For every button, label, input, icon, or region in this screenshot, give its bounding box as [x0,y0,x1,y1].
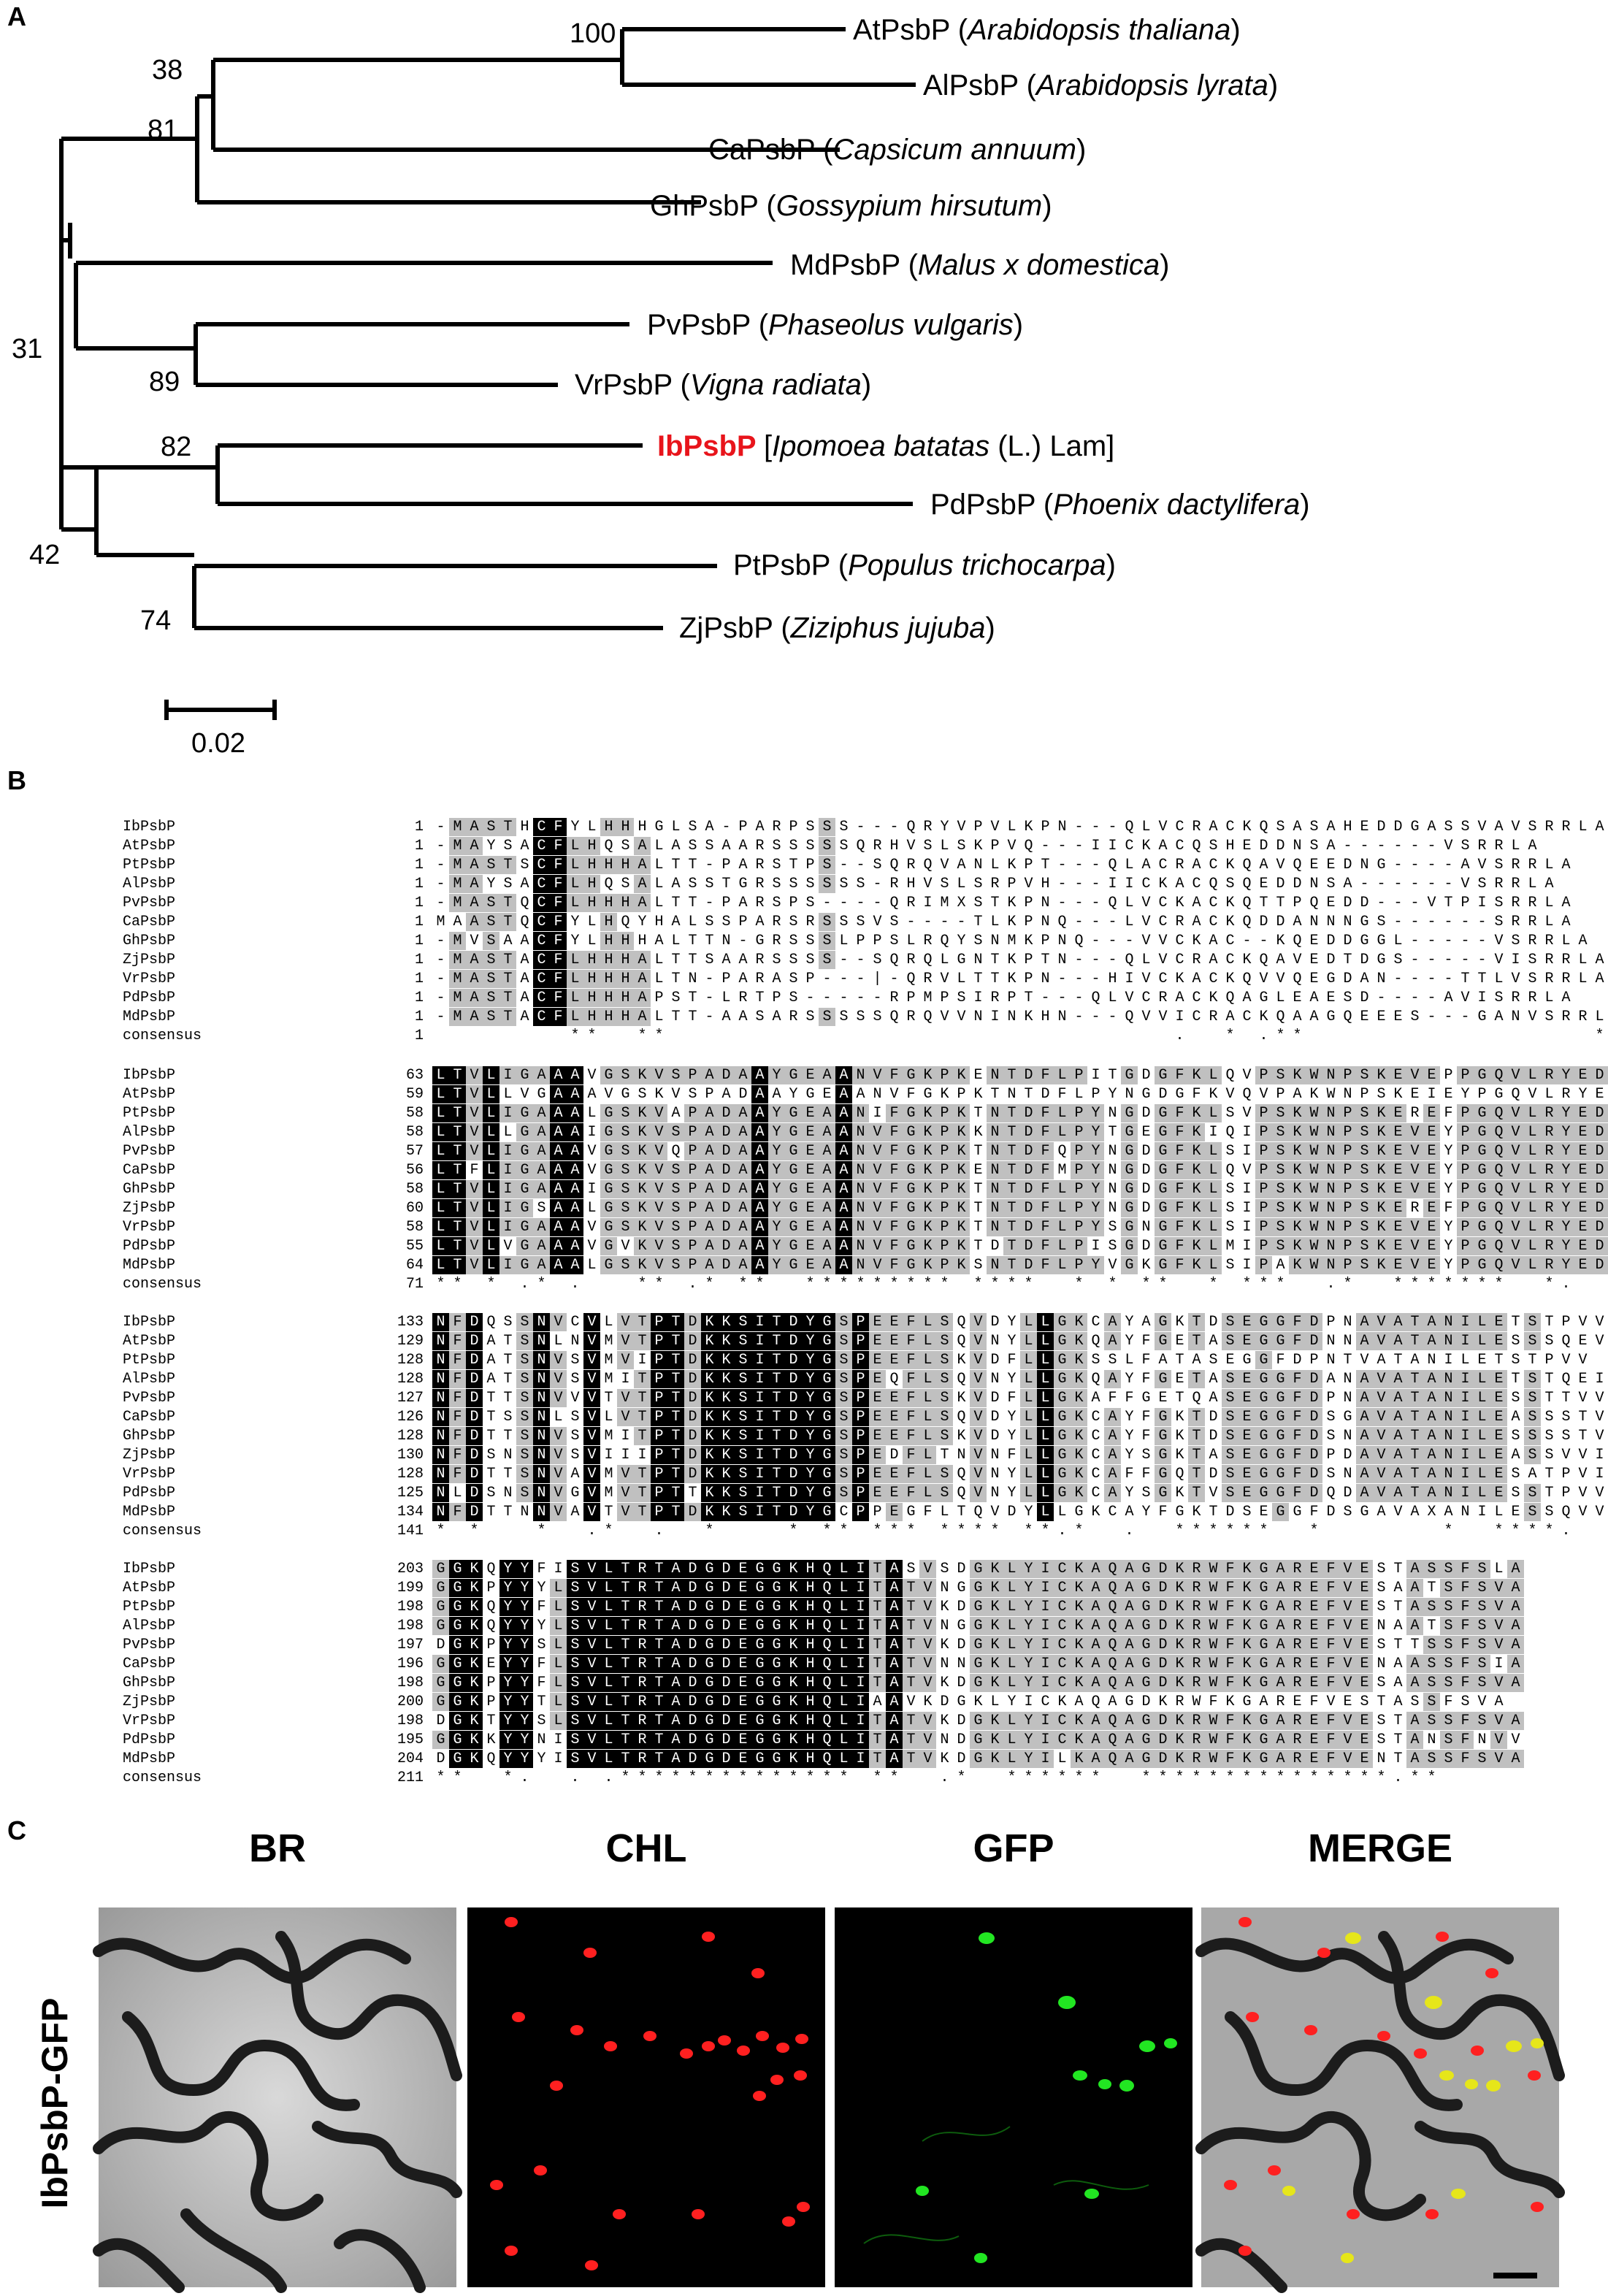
taxon-id: CaPsbP [708,134,824,166]
sequence-name: PdPsbP [123,1731,176,1748]
panel-b-label: B [7,765,26,795]
sequence-name: ZjPsbP [123,1694,176,1710]
sequence-start: 200 [397,1694,424,1710]
gfp-spot [916,2186,929,2196]
taxon-id: VrPsbP [575,369,681,401]
sequence-start: 1 [414,990,424,1006]
taxa-labels [575,14,1310,644]
sequence-residues: N F D T T S N V V V T V T P T D K K S I T D Y G S P E E F L S K V D F L L G K A F F G E T Q A S E G G F D P N A V A T A N I L E S S T T V V [432,1389,1608,1407]
sequence-residues: L T V L L G A A A I G S K V S P A D A A Y G E A A N V F G K P K K N T D F L P Y T G E G F K I Q I P S K W N P S K E V E Y P G Q V L R Y E D [432,1123,1608,1141]
taxon-species: Capsicum annuum [832,134,1076,166]
taxon-species: Malus x domestica [917,249,1160,281]
sequence-residues: L T V L I G A A A V G S K V Q P A D A A Y G E A A N V F G K P K T N T D F Q P Y N G D G F K L S I P S K W N P S K E V E Y P G Q V L R Y E D [432,1142,1608,1160]
taxon-species: Ipomoea batatas [772,430,990,462]
scale-bar [1493,2273,1537,2278]
bootstrap-value: 74 [140,605,172,636]
column-label-merge: MERGE [1307,1826,1453,1870]
sequence-residues: L T V L I G A A A V G S K V S P A D A A Y G E A A N V F G K P K E N T D F L P I T G D G F K L Q V P S K W N P S K E V E P P G Q V L R Y E D [432,1066,1608,1084]
merge-red-spot [1436,1932,1449,1942]
sequence-start: 197 [397,1637,424,1653]
sequence-residues: L T V L I G A A A L G S K V S P A D A A Y G E A A N V F G K P K S N T D F L P Y V G K G F K L S I P A K W N P S K E V E Y P G Q V L R Y E D [432,1256,1608,1274]
merge-red-spot [1238,2246,1252,2256]
sequence-residues: * * * . . . * * * * * * * * * * * * * * * * . * * * * * * * * * * * * * * * * * * * * * * . * * [436,1769,1436,1786]
chloroplast-spot [692,2209,705,2219]
chloroplast-spot [613,2209,626,2219]
sequence-start: 1 [414,838,424,854]
sequence-start: 57 [405,1143,424,1160]
chloroplast-spot [718,2035,731,2046]
merge-red-spot [1304,2025,1317,2035]
sequence-name: consensus [123,1523,202,1539]
sequence-name: PtPsbP [123,1352,176,1369]
sequence-residues: - M A S T Q C F L H H H A L T T - P A R S P S - - - - Q R I M X S T K P N - - - Q L V C K A C K Q T T P Q E D D - - - V T P I S R R L A [436,895,1571,911]
gfp-image [835,1907,1192,2287]
sequence-start: 204 [397,1750,424,1767]
gfp-spot [1058,1996,1076,2009]
sequence-name: AtPsbP [123,1086,176,1103]
micrograph-merge [1201,1907,1559,2287]
bootstrap-value: 89 [149,367,180,397]
merge-overlap-spot [1451,2189,1466,2199]
sequence-residues: - M A Y S A C F L H Q S A L A S S T G R S S S S S S - R H V S L S R P V H - - - I I C K A C Q S Q E D D N S A - - - - - - V S R R L A [436,876,1554,892]
merge-red-spot [1485,1968,1498,1978]
chloroplast-spot [770,2075,784,2085]
sequence-start: 128 [397,1371,424,1388]
bootstrap-value: 82 [161,432,192,462]
taxon-species: Phoenix dactylifera [1053,489,1301,521]
sequence-residues: N F D S N S N V S V I I I P T D K K S I T D Y G S P E D F L T N V N F L L G K C A Y S G K T A S E G G F D P D A V A T A N I L E A S S V V I [432,1446,1608,1464]
sequence-name: GhPsbP [123,1428,176,1444]
taxon-label: ZjPsbP (Ziziphus jujuba) [679,612,995,644]
sequence-residues: G G K Q Y Y F I S V L T R T A D G D E G G K H Q L I T A S V S D G K L Y I C K A Q A G D K R W F K G A R E F V E S T A S S F S L A [432,1560,1524,1578]
merge-overlap-spot [1425,1996,1442,2009]
sequence-residues: L T V L I G A A A V G S K V S P A D A A Y G E A A N V F G K P K T N T D F L P Y S G N G F K L S I P S K W N P S K E V E Y P G Q V L R Y E D [432,1218,1608,1236]
chloroplast-spot [795,2034,808,2044]
taxon-label: IbPsbP [Ipomoea batatas (L.) Lam] [657,430,1115,462]
gfp-spot [1164,2038,1177,2048]
sequence-residues: G G K P Y Y F L S V L T R T A D G D E G G K H Q L I T A T V K D G K L Y I C K A Q A G D K R W F K G A R E F V E S A A S S F S V A [432,1674,1524,1692]
bootstrap-value: 42 [29,540,61,570]
sequence-residues: * * * . * . * * . * * * * * * * * * * * * * * * * * * * * * * * * . * * * * * * * * * . [436,1276,1571,1293]
sequence-name: MdPsbP [123,1257,176,1274]
sequence-name: PdPsbP [123,1485,176,1501]
taxon-label: CaPsbP (Capsicum annuum) [708,134,1087,166]
taxon-id: ZjPsbP [679,612,781,644]
chloroplast-spot [534,2165,547,2176]
sequence-residues: - M V S A A C F Y L H H H A L T T N - G R S S S L P P S L R Q Y S N M K P N Q - - - V V C K A C - - K Q E D D G G L - - - - - V S R R L A [436,933,1588,949]
sequence-start: 198 [397,1675,424,1691]
gfp-spot [1098,2079,1111,2089]
chl-image [467,1907,825,2287]
chloroplast-spot [782,2216,795,2227]
sequence-start: 63 [405,1067,424,1084]
sequence-name: CaPsbP [123,1656,176,1672]
phylogenetic-tree [0,0,1558,767]
sequence-start: 1 [414,933,424,949]
sequence-start: 1 [414,1009,424,1025]
taxon-species: Arabidopsis thaliana [968,14,1231,46]
chloroplast-spot [737,2046,750,2056]
chloroplast-spot [702,1932,715,1942]
sequence-start: 55 [405,1238,424,1255]
sequence-residues: N F D A T S N L N V M V T P T D K K S I T D Y G S P E E F L S Q V N Y L L G K Q A Y F G E T A S E G G F D N N A V A T A N I L E S S S Q E V [432,1332,1608,1350]
taxon-id: PtPsbP [733,549,838,581]
sequence-name: AtPsbP [123,1580,176,1596]
sequence-residues: - M A S T A C F L H H H A L T T S A A R S S S S - - S Q R Q L G N T K P T N - - - Q L V C R A C K Q A V E D T D G S - - - - - V I S R R L A [436,952,1604,968]
gfp-spot [1119,2080,1134,2092]
sequence-name: AtPsbP [123,838,176,854]
sequence-start: 58 [405,1124,424,1141]
chloroplast-spot [756,2031,769,2041]
merge-red-spot [1377,2031,1390,2041]
sequence-start: 1 [414,819,424,835]
sequence-residues: - M A Y S A C F L H Q S A L A S S A A R S S S S S Q R H V S L S K P V Q - - - I I C K A C Q S H E D D N S A - - - - - - V S R R L A [436,838,1537,854]
sequence-residues: N F D T T N N V A V T V T P T D K K S I T D Y G C P P E G F L T Q V D Y L L G K C A Y F G K T D S E G G F D S G A V A X A N I L E S S Q V V [432,1503,1608,1521]
merge-red-spot [1238,1917,1252,1927]
sequence-name: VrPsbP [123,1466,176,1482]
sequence-start: 58 [405,1181,424,1198]
sequence-name: GhPsbP [123,1675,176,1691]
sequence-start: 60 [405,1200,424,1217]
sequence-start: 125 [397,1485,424,1501]
sequence-residues: L T V L I G A A A I G S K V S P A D A A Y G E A A N V F G K P K T N T D F L P Y N G D G F K L S I P S K W N P S K E V E Y P G Q V L R Y E D [432,1180,1608,1198]
sequence-name: CaPsbP [123,1162,176,1179]
chloroplast-spot [643,2031,656,2041]
bootstrap-value: 81 [148,115,179,145]
sequence-start: 128 [397,1428,424,1444]
sequence-residues: G G K E Y Y F L S V L T R T A D G D E G G K H Q L I T A T V N N G K L Y I C K A Q A G D K R W F K G A R E F V E N A A S S F S I A [432,1655,1524,1673]
sequence-residues: L T V L I G A A A L G S K V A P A D A A Y G E A A N I F G K P K T N T D F L P Y N G D G F K L S V P S K W N P S K E R E F P G Q V L R Y E D [432,1104,1608,1122]
sequence-residues: N F D T S S N L S V L V T P T D K K S I T D Y G S P E E F L S Q V D Y L L G K C A Y F G K T D S E G G F D S G A V A T A N I L E A S S S T V [432,1408,1608,1426]
bootstrap-value: 100 [570,18,616,49]
sequence-name: PvPsbP [123,1143,176,1160]
sequence-start: 126 [397,1409,424,1426]
sequence-start: 198 [397,1599,424,1615]
sequence-start: 56 [405,1162,424,1179]
sequence-start: 58 [405,1219,424,1236]
sequence-residues: N F D T T S N V A V M V T P T D K K S I T D Y G S P E E F L S Q V N Y L L G K C A F F G Q T D S E G G F D S N A V A T A N I L E S A T P V I [432,1465,1608,1483]
sequence-name: PtPsbP [123,1599,176,1615]
merge-red-spot [1268,2165,1281,2176]
merge-overlap-spot [1282,2186,1295,2196]
taxon-species: Phaseolus vulgaris [768,309,1014,341]
chloroplast-spot [702,2041,715,2051]
construct-label-container [22,1913,88,2293]
taxon-id: GhPsbP [650,190,767,222]
sequence-residues: G G K K Y Y N I S V L T R T A D G D E G G K H Q L I T A T V N D G K L Y I C K A Q A G D K R W F K G A R E F V E S T A N S F N V V [432,1731,1524,1749]
taxon-label: GhPsbP (Gossypium hirsutum) [650,190,1052,222]
merge-image [1201,1907,1559,2287]
sequence-name: GhPsbP [123,1181,176,1198]
sequence-start: 1 [414,857,424,873]
micrograph-chl [467,1907,825,2287]
bootstrap-value: 38 [152,55,183,85]
sequence-start: 64 [405,1257,424,1274]
sequence-name: PdPsbP [123,1238,176,1255]
sequence-name: ZjPsbP [123,1200,176,1217]
sequence-start: 1 [414,895,424,911]
sequence-residues: L T V L V G A A A V G V K V S P A D A A Y G E A A N V F G K P K T D T D F L P I S G D G F K L M I P S K W N P S K E V E Y P G Q V L R Y E D [432,1237,1608,1255]
sequence-residues: D G K T Y Y S L S V L T R T A D G D E G G K H Q L I T A T V K D G K L Y I C K A Q A G D K R W F K G A R E F V E S T A S S F S V A [432,1712,1524,1730]
column-label-gfp: GFP [973,1826,1054,1870]
column-label-chl: CHL [605,1826,687,1870]
sequence-residues: G G K P Y Y Y L S V L T R T A D G D E G G K H Q L I T A T V N G G K L Y I C K A Q A G D K R W F K G A R E F V E S A A T S F S V A [432,1579,1524,1597]
merge-overlap-spot [1345,1932,1361,1944]
sequence-name: ZjPsbP [123,952,176,968]
sequence-residues: L T V L L V G A A A V G S K V S P A D A A Y G E A A N V F G K P K T N T D F L P Y N G D G F K V Q V P A K W N P S K E I E Y P G Q V L R Y E [432,1085,1608,1103]
sequence-name: PdPsbP [123,990,176,1006]
taxon-label: VrPsbP (Vigna radiata) [575,369,872,401]
chloroplast-spot [751,1968,765,1978]
sequence-residues: N F D A T S N V S V M V I P T D K K S I T D Y G S P E E F L S K V D F L L G K S S L F A T A S E G G F D P N T V A T A N I L E T S T P V V [432,1351,1608,1369]
taxon-label: PdPsbP (Phoenix dactylifera) [930,489,1310,521]
taxon-label: AtPsbP (Arabidopsis thaliana) [853,14,1241,46]
sequence-name: PtPsbP [123,1105,176,1122]
sequence-name: GhPsbP [123,933,176,949]
chloroplast-spot [512,2012,525,2022]
sequence-residues: N F D T T S N V S V M I T P T D K K S I T D Y G S P E E F L S K V D Y L L G K C A Y F G K T D S E G G F D S N A V A T A N I L E S S S S T V [432,1427,1608,1445]
sequence-name: consensus [123,1276,202,1293]
merge-red-spot [1414,2048,1427,2059]
merge-red-spot [1528,2070,1541,2081]
sequence-residues: - M A S T A C F L H H H A L T T - A A S A R S S S S S Q R Q V V N I N K H N - - - Q V V I C R A C K Q A A G Q E E E S - - - G A N V S R R L [436,1009,1604,1025]
merge-overlap-spot [1506,2040,1522,2052]
sequence-start: 198 [397,1713,424,1729]
merge-red-spot [1347,2209,1360,2219]
gfp-spot [1084,2189,1099,2199]
sequence-start: 1 [414,914,424,930]
sequence-name: AlPsbP [123,1371,176,1388]
sequence-residues: - M A S T A C F L H H H A P S T - L R T P S - - - - - R P M P S I R P T - - - Q L V C R A C K Q A G L E A E S D - - - - A V I S R R L A [436,990,1571,1006]
micrograph-br [99,1907,456,2287]
sequence-name: VrPsbP [123,1713,176,1729]
sequence-residues: G G K Q Y Y F L S V L T R T A D G D E G G K H Q L I T A T V K D G K L Y I C K A Q A G D K R W F K G A R E F V E S T A S S F S V A [432,1598,1524,1616]
sequence-name: PtPsbP [123,857,176,873]
taxon-species: Gossypium hirsutum [776,190,1043,222]
merge-red-spot [1471,2046,1484,2056]
sequence-start: 1 [414,971,424,987]
sequence-start: 133 [397,1314,424,1331]
merge-red-spot [1317,1948,1331,1958]
scale-bar [166,700,275,720]
sequence-residues: - M A S T A C F L H H H A L T N - P A R A S P - - - | - Q R V L T T K P N - - - H I V C K A C K Q V V Q E G D A N - - - - T T L V S R R L A [436,971,1604,987]
merge-red-spot [1425,2209,1439,2219]
taxon-label: PtPsbP (Populus trichocarpa) [733,549,1116,581]
sequence-start: 58 [405,1105,424,1122]
sequence-name: MdPsbP [123,1009,176,1025]
gfp-spot [979,1932,995,1944]
sequence-start: 128 [397,1352,424,1369]
sequence-start: 199 [397,1580,424,1596]
sequence-name: IbPsbP [123,1067,176,1084]
br-image [99,1907,456,2287]
chloroplast-spot [776,2043,789,2053]
panel-c-label: C [7,1815,26,1845]
taxon-id: MdPsbP [790,249,908,281]
taxon-id: PdPsbP [930,489,1044,521]
merge-overlap-spot [1531,2038,1544,2048]
scale-bar-label: 0.02 [191,728,245,759]
sequence-name: IbPsbP [123,819,176,835]
sequence-residues: * * * * . * . * * * [570,1028,1604,1044]
chloroplast-spot [583,1948,597,1958]
sequence-start: 1 [414,1028,424,1044]
taxon-species: Arabidopsis lyrata [1035,69,1268,102]
sequence-start: 134 [397,1504,424,1520]
sequence-name: ZjPsbP [123,1447,176,1463]
taxon-label: PvPsbP (Phaseolus vulgaris) [647,309,1024,341]
sequence-residues: L T F L I G A A A V G S K V S P A D A A Y G E A A N V F G K P K E N T D F M P Y N G D G F K L Q V P S K W N P S K E V E Y P G Q V L R Y E D [432,1161,1608,1179]
column-label-br: BR [249,1826,306,1870]
chloroplast-spot [505,1917,518,1927]
chloroplast-spot [797,2202,810,2212]
sequence-start: 203 [397,1561,424,1577]
sequence-residues: G G K Q Y Y Y L S V L T R T A D G D E G G K H Q L I T A T V N G G K L Y I C K A Q A G D K R W F K G A R E F V E N A A T S F S V A [432,1617,1524,1635]
chloroplast-spot [550,2081,563,2091]
panel-a-label: A [7,1,26,31]
taxon-id: AtPsbP [853,14,958,46]
sequence-residues: N F D Q S S N V C V L V T P T D K K S I T D Y G S P E E F L S Q V D Y L L G K C A Y A G K T D S E G G F D P N A V A T A N I L E T S T P V V [432,1313,1608,1331]
sequence-start: 129 [397,1333,424,1350]
sequence-name: CaPsbP [123,914,176,930]
chloroplast-spot [680,2048,693,2059]
sequence-residues: * * * . * . * * * * * * * * * * * * * . * . * * * * * * * * * * * * . [436,1523,1571,1539]
gfp-spot [974,2253,987,2263]
sequence-residues: M A A S T Q C F Y L H Q Y H A L S S P A R S R S S S V S - - - - T L K P N Q - - - L V C R A C K Q D D A N N N G S - - - - - - S R R L A [436,914,1571,930]
sequence-start: 127 [397,1390,424,1407]
taxon-species: Vigna radiata [689,369,862,401]
chloroplast-spot [794,2070,807,2081]
sequence-residues: G G K P Y Y T L S V L T R T A D G D E G G K H Q L I A A V K D G K L Y I C K A Q A G D K R W F K G A R E F V E S T A S S F S V A [432,1693,1524,1711]
sequence-residues: D G K Q Y Y Y I S V L T R T A D G D E G G K H Q L I T A T V K D G K L Y I L K A Q A G D K R W F K G A R E F V E N T A S S F S V A [432,1750,1524,1768]
sequence-residues: - M A S T S C F L H H H A L T T - P A R S T P S - - S Q R Q V A N L K P T - - - Q L A C R A C K Q A V Q E E D N G - - - - A V S R R L A [436,857,1571,873]
sequence-name: VrPsbP [123,971,176,987]
sequence-name: MdPsbP [123,1750,176,1767]
chloroplast-spot [753,2091,766,2101]
bootstrap-value: 31 [12,334,43,364]
sequence-start: 1 [414,952,424,968]
sequence-residues: D G K P Y Y S L S V L T R T A D G D E G G K H Q L I T A T V K D G K L Y I C K A Q A G D K R W F K G A R E F V E S T T S S F S V A [432,1636,1524,1654]
sequence-start: 130 [397,1447,424,1463]
merge-overlap-spot [1439,2070,1454,2081]
gfp-spot [1139,2040,1155,2052]
sequence-residues: - M A S T H C F Y L H H H G L S A - P A R P S S S - - - Q R Y V P V L K P N - - - Q L V C R A C K Q S A S A H E D D G A S S V A V S R R L A [436,819,1604,835]
merge-red-spot [1224,2180,1237,2190]
merge-overlap-spot [1465,2079,1478,2089]
sequence-name: AlPsbP [123,1124,176,1141]
taxon-species: Ziziphus jujuba [790,612,986,644]
taxon-label: MdPsbP (Malus x domestica) [790,249,1170,281]
sequence-name: IbPsbP [123,1314,176,1331]
merge-overlap-spot [1486,2080,1501,2092]
sequence-name: VrPsbP [123,1219,176,1236]
chloroplast-spot [570,2025,583,2035]
sequence-start: 128 [397,1466,424,1482]
sequence-name: MdPsbP [123,1504,176,1520]
sequence-residues: L T V L I G S A A L G S K V S P A D A A Y G E A A N V F G K P K T N T D F L P Y N G D G F K L S I P S K W N P S K E R E F P G Q V L R Y E D [432,1199,1608,1217]
sequence-name: CaPsbP [123,1409,176,1426]
sequence-name: AlPsbP [123,876,176,892]
sequence-name: AlPsbP [123,1618,176,1634]
taxon-id: AlPsbP [923,69,1027,102]
sequence-start: 141 [397,1523,424,1539]
chloroplast-spot [604,2041,617,2051]
merge-overlap-spot [1341,2253,1354,2263]
sequence-name: consensus [123,1028,202,1044]
chloroplast-spot [490,2180,503,2190]
taxon-id: IbPsbP [657,430,764,462]
sequence-start: 195 [397,1731,424,1748]
sequence-start: 1 [414,876,424,892]
sequence-name: IbPsbP [123,1561,176,1577]
bootstrap-values [12,18,616,636]
sequence-start: 198 [397,1618,424,1634]
taxon-id: PvPsbP [647,309,759,341]
merge-red-spot [1531,2202,1544,2212]
sequence-residues: N F D A T S N V S V M I T P T D K K S I T D Y G S P E Q F L S Q V N Y L L G K Q A Y F G E T A S E G G F D A N A V A T A N I L E T S T Q E I [432,1370,1608,1388]
sequence-name: PvPsbP [123,1390,176,1407]
sequence-name: consensus [123,1769,202,1786]
sequence-name: PvPsbP [123,895,176,911]
sequence-start: 71 [405,1276,424,1293]
micrograph-gfp [835,1907,1192,2287]
sequence-name: AtPsbP [123,1333,176,1350]
sequence-start: 211 [397,1769,424,1786]
construct-label: IbPsbP-GFP [34,1997,75,2209]
gfp-spot [1073,2070,1087,2081]
merge-red-spot [1246,2012,1259,2022]
sequence-start: 196 [397,1656,424,1672]
sequence-residues: N L D S N S N V G V M V T P T T K K S I T D Y G S P E E F L S Q V N Y L L G K C A Y S G K T V S E G G F D Q D A V A T A N I L E S S T P V V [432,1484,1608,1502]
chloroplast-spot [585,2260,598,2270]
chloroplast-spot [505,2246,518,2256]
sequence-start: 59 [405,1086,424,1103]
taxon-label: AlPsbP (Arabidopsis lyrata) [923,69,1279,102]
sequence-name: PvPsbP [123,1637,176,1653]
taxon-species: Populus trichocarpa [848,549,1106,581]
